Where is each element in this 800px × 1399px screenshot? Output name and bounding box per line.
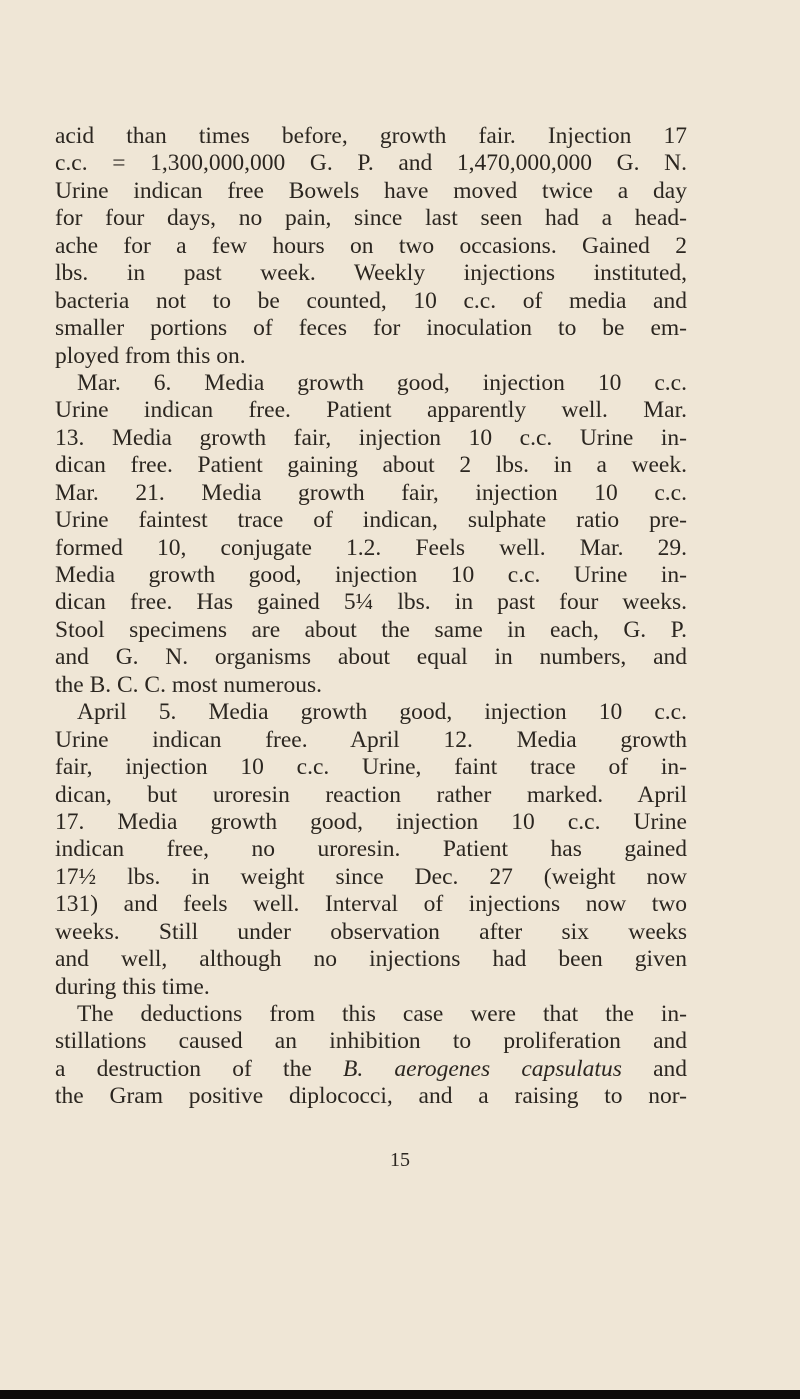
text-line: April 5. Media growth good, injection 10 c.c. [77,699,687,726]
text-line: Urine faintest trace of indican, sulphate ratio pre- [55,507,687,534]
text-line: Urine indican free. April 12. Media growth [55,726,687,753]
page-number: 15 [390,1149,410,1171]
text-line: Stool specimens are about the same in each, G. P. [55,616,687,643]
text-line: 17. Media growth good, injection 10 c.c. Urine [55,808,687,835]
text-line: ployed from this on. [55,342,246,369]
text-line: Urine indican free. Patient apparently well. Mar. [55,397,687,424]
text-line: Mar. 21. Media growth fair, injection 10 c.c. [55,479,687,506]
text-line: smaller portions of feces for inoculation to be em- [55,315,687,342]
text-line: dican free. Has gained 5¼ lbs. in past four weeks. [55,589,687,616]
text-line: and well, although no injections had been given [55,946,687,973]
text-line [55,1056,687,1083]
text-line: acid than times before, growth fair. Injection 17 [55,123,687,149]
text-line: for four days, no pain, since last seen had a head- [55,205,687,232]
bottom-border [0,1390,800,1399]
body-text [55,123,687,1111]
text-line: 13. Media growth fair, injection 10 c.c. Urine in- [55,424,687,451]
text-line: Media growth good, injection 10 c.c. Urine in- [55,562,687,588]
text-line: the B. C. C. most numerous. [55,671,322,698]
text-line: stillations caused an inhibition to proliferation and [55,1028,687,1055]
text-line: lbs. in past week. Weekly injections instituted, [55,260,687,287]
text-line: Mar. 6. Media growth good, injection 10 c.c. [77,369,687,396]
text-line: bacteria not to be counted, 10 c.c. of media and [55,287,687,314]
text-line: ache for a few hours on two occasions. Gained 2 [55,232,687,259]
text-line: c.c. = 1,300,000,000 G. P. and 1,470,000,000 G. N. [55,150,687,177]
text-line: and G. N. organisms about equal in numbers, and [55,644,687,671]
text-line: 17½ lbs. in weight since Dec. 27 (weight now [55,863,687,890]
text-fragment: a destruction of the [55,1055,343,1082]
text-line: during this time. [55,973,210,1000]
text-line: dican free. Patient gaining about 2 lbs. in a week. [55,452,687,479]
text-line: indican free, no uroresin. Patient has gained [55,836,687,863]
text-line: weeks. Still under observation after six weeks [55,918,687,945]
text-line: 131) and feels well. Interval of injections now two [55,891,687,918]
text-line: formed 10, conjugate 1.2. Feels well. Mar. 29. [55,534,687,561]
text-line: dican, but uroresin reaction rather marked. April [55,781,687,808]
text-line: fair, injection 10 c.c. Urine, faint trace of in- [55,754,687,781]
text-line: The deductions from this case were that the in- [77,1001,687,1027]
text-line: the Gram positive diplococci, and a raising to nor- [55,1083,687,1110]
text-line: Urine indican free Bowels have moved twice a day [55,177,687,204]
species-name: B. aerogenes capsulatus [342,1055,622,1082]
text-fragment: and [621,1055,687,1082]
